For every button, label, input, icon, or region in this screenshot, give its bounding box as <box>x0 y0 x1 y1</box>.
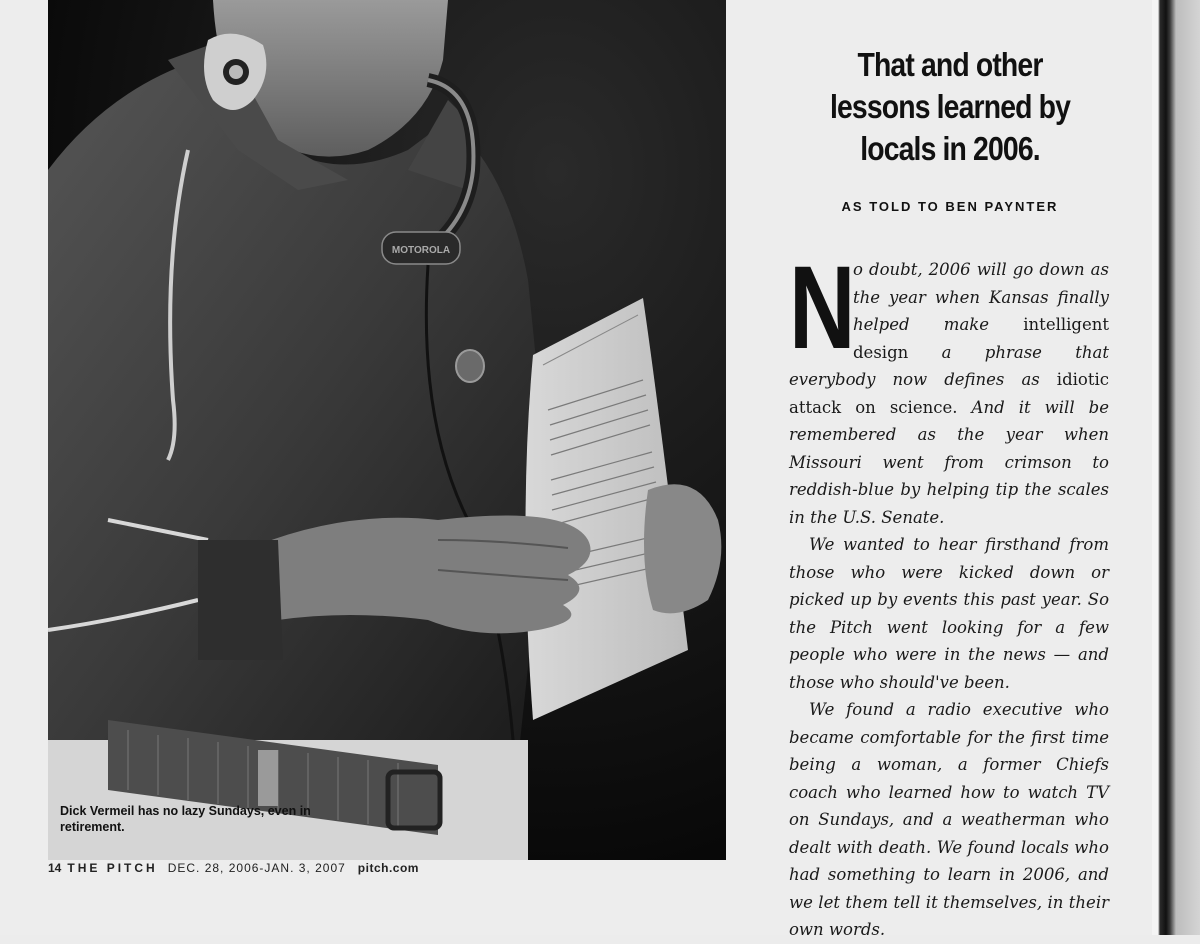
article-headline: That and other lessons learned by locals in 2006. <box>829 46 1071 167</box>
paragraph-2: We wanted to hear firsthand from those who were kicked down or picked up by events this past year. So the Pitch went looking for a few people who were in the news — and those who should've been. <box>789 535 1109 692</box>
page-number: 14 <box>48 861 62 875</box>
issue-date: DEC. 28, 2006-JAN. 3, 2007 <box>167 861 346 875</box>
coach-photo <box>48 0 726 860</box>
page-footer <box>48 861 419 879</box>
scanner-edge <box>1152 0 1200 935</box>
photo-caption: Dick Vermeil has no lazy Sundays, even in retirement. <box>60 804 311 834</box>
magazine-name: THE PITCH <box>67 861 158 875</box>
paragraph-1-rest: a phrase that everybody now defines as <box>789 342 1109 389</box>
headset-brand-label: MOTOROLA <box>391 245 451 256</box>
article-byline: AS TOLD TO BEN PAYNTER <box>841 199 1059 214</box>
paragraph-3: We found a radio executive who became comfortable for the first time being a woman, a former Chiefs coach who learned how to watch TV on Sundays, and a weatherman who dealt with death. We found locals who had something to learn in 2006, and we let them tell it themselves, in their own words. <box>789 700 1109 939</box>
drop-cap: N <box>789 242 856 374</box>
coach-photo-illustration <box>48 0 726 860</box>
paragraph-1-start: o doubt, 2006 will go down as the year when Kansas finally helped make <box>853 260 1109 334</box>
paragraph-1-upright-2: idiotic attack on science. <box>789 370 1109 417</box>
article-body <box>789 242 1109 944</box>
website-link[interactable]: pitch.com <box>357 861 419 875</box>
paragraph-1-upright: intelligent design <box>853 315 1109 362</box>
paragraph-1-end: And it will be remembered as the year when Missouri went from crimson to reddish-blue by helping tip the scales in the U.S. Senate. <box>789 397 1109 527</box>
paragraph-1 <box>789 242 1109 531</box>
